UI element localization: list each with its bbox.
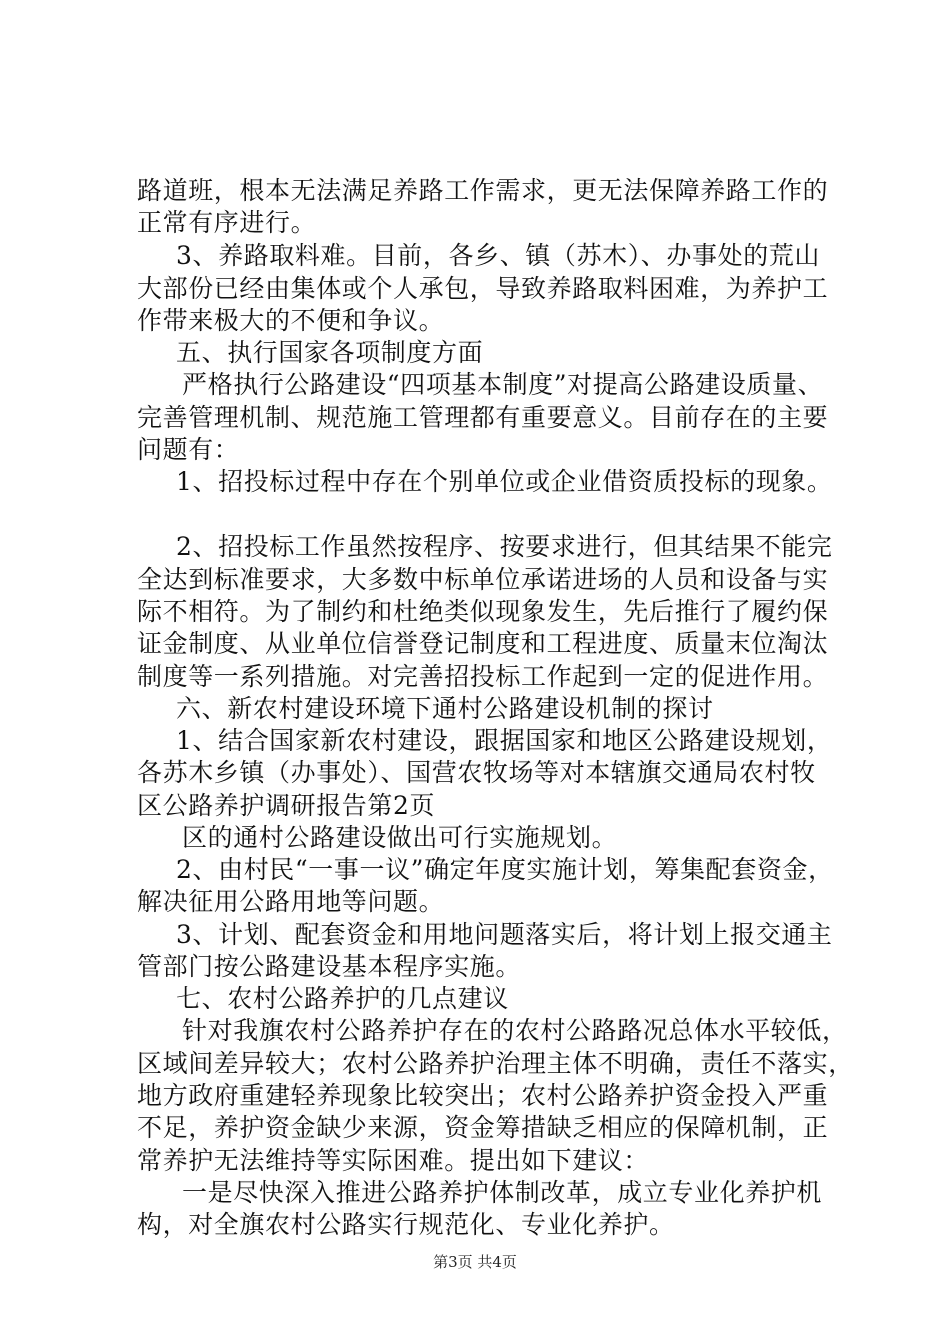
text-line: 2、招投标工作虽然按程序、按要求进行，但其结果不能完 <box>176 532 833 561</box>
text-line: 证金制度、从业单位信誉登记制度和工程进度、质量末位淘汰 <box>137 629 829 658</box>
text-line: 区域间差异较大；农村公路养护治理主体不明确，责任不落实， <box>137 1049 854 1078</box>
text-line: 3、养路取料难。目前，各乡、镇（苏木）、办事处的荒山 <box>176 241 821 270</box>
text-line: 全达到标准要求，大多数中标单位承诺进场的人员和设备与实 <box>137 565 829 594</box>
text-line: 严格执行公路建设“四项基本制度”对提高公路建设质量、 <box>182 370 824 399</box>
text-line: 完善管理机制、规范施工管理都有重要意义。目前存在的主要 <box>137 403 829 432</box>
page-number: 第3页 共4页 <box>433 1253 517 1271</box>
text-line: 解决征用公路用地等问题。 <box>137 887 445 916</box>
text-line: 常养护无法维持等实际困难。提出如下建议： <box>137 1146 650 1175</box>
text-line: 路道班，根本无法满足养路工作需求，更无法保障养路工作的 <box>137 176 829 205</box>
section-heading: 六、新农村建设环境下通村公路建设机制的探讨 <box>176 694 714 723</box>
text-line: 区公路养护调研报告第2页 <box>137 791 436 820</box>
text-line: 3、计划、配套资金和用地问题落实后，将计划上报交通主 <box>176 920 833 949</box>
text-line: 正常有序进行。 <box>137 208 317 237</box>
section-heading: 七、农村公路养护的几点建议 <box>176 984 509 1013</box>
text-line: 管部门按公路建设基本程序实施。 <box>137 952 522 981</box>
text-line: 际不相符。为了制约和杜绝类似现象发生，先后推行了履约保 <box>137 597 829 626</box>
text-line: 大部份已经由集体或个人承包，导致养路取料困难，为养护工 <box>137 274 829 303</box>
text-line: 1、结合国家新农村建设，跟据国家和地区公路建设规划， <box>176 726 833 755</box>
text-line: 针对我旗农村公路养护存在的农村公路路况总体水平较低， <box>182 1016 848 1045</box>
text-line: 1、招投标过程中存在个别单位或企业借资质投标的现象。 <box>176 467 833 496</box>
text-line: 地方政府重建轻养现象比较突出；农村公路养护资金投入严重 <box>137 1081 829 1110</box>
text-line: 各苏木乡镇（办事处）、国营农牧场等对本辖旗交通局农村牧 <box>137 758 816 787</box>
text-line: 一是尽快深入推进公路养护体制改革，成立专业化养护机 <box>182 1178 823 1207</box>
text-line: 问题有： <box>137 435 240 464</box>
text-line: 制度等一系列措施。对完善招投标工作起到一定的促进作用。 <box>137 662 829 691</box>
section-heading: 五、执行国家各项制度方面 <box>176 338 484 367</box>
text-line: 区的通村公路建设做出可行实施规划。 <box>182 823 618 852</box>
text-line: 构，对全旗农村公路实行规范化、专业化养护。 <box>137 1210 675 1239</box>
text-line: 2、由村民“一事一议”确定年度实施计划，筹集配套资金， <box>176 855 834 884</box>
text-line: 作带来极大的不便和争议。 <box>137 306 445 335</box>
text-line: 不足，养护资金缺少来源，资金筹措缺乏相应的保障机制，正 <box>137 1113 829 1142</box>
